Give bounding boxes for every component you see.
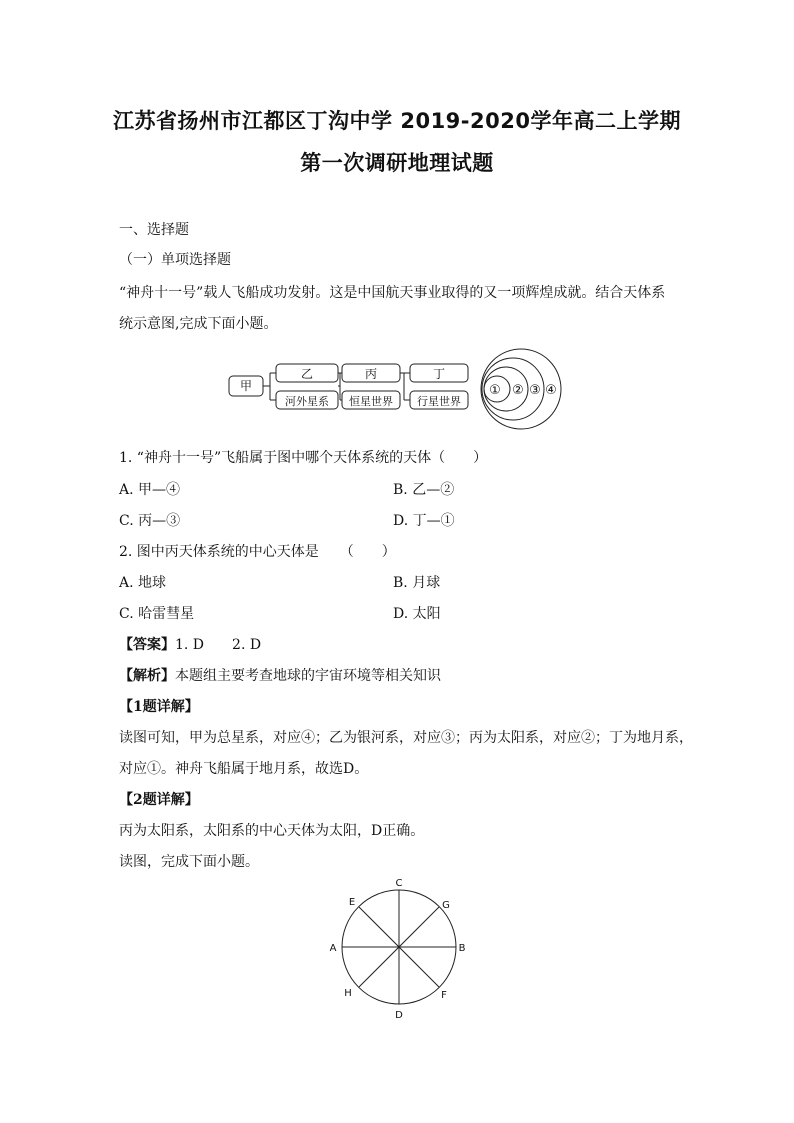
label-E: E bbox=[348, 897, 356, 908]
q2-option-d: D. 太阳 bbox=[393, 606, 441, 622]
label-hewai: 河外星系 bbox=[285, 395, 329, 408]
label-F: F bbox=[441, 990, 447, 1001]
q1-option-c: C. 丙—③ bbox=[119, 513, 181, 529]
detail-1-label: 【1题详解】 bbox=[119, 699, 199, 715]
detail-2-text: 丙为太阳系，太阳系的中心天体为太阳，D正确。 bbox=[119, 823, 425, 839]
detail-2-label: 【2题详解】 bbox=[119, 792, 199, 808]
q2-option-b: B. 月球 bbox=[393, 575, 441, 591]
analysis-line bbox=[119, 665, 441, 685]
label-H: H bbox=[344, 988, 352, 999]
q1-option-a: A. 甲—④ bbox=[119, 482, 181, 498]
compass-circle-diagram bbox=[342, 890, 456, 1004]
section-heading: 一、选择题 bbox=[119, 222, 189, 238]
label-circle-1: ① bbox=[489, 383, 501, 398]
analysis-label: 【解析】 bbox=[119, 668, 175, 684]
title-line-2: 第一次调研地理试题 bbox=[300, 151, 494, 175]
detail-1-line-1: 读图可知，甲为总星系，对应④；乙为银河系，对应③；丙为太阳系，对应②；丁为地月系， bbox=[119, 730, 693, 746]
q2-option-a: A. 地球 bbox=[119, 575, 167, 591]
label-B: B bbox=[458, 943, 466, 954]
label-jia: 甲 bbox=[239, 379, 253, 393]
label-bing: 丙 bbox=[364, 367, 378, 381]
label-xingxing: 行星世界 bbox=[417, 395, 461, 408]
label-circle-4: ④ bbox=[545, 383, 557, 398]
question-1-stem: 1. “神舟十一号”飞船属于图中哪个天体系统的天体（ ） bbox=[119, 450, 488, 466]
answer-text: 1. D 2. D bbox=[175, 637, 262, 653]
section-subheading: （一）单项选择题 bbox=[119, 252, 231, 268]
label-D: D bbox=[395, 1010, 403, 1021]
answer-line bbox=[119, 634, 261, 654]
q1-option-d: D. 丁—① bbox=[393, 513, 455, 529]
label-hengxing: 恒星世界 bbox=[349, 395, 393, 408]
answer-label: 【答案】 bbox=[119, 637, 175, 653]
q2-option-c: C. 哈雷彗星 bbox=[119, 606, 195, 622]
label-G: G bbox=[442, 900, 450, 911]
analysis-text: 本题组主要考查地球的宇宙环境等相关知识 bbox=[175, 668, 441, 684]
label-circle-3: ③ bbox=[529, 383, 541, 398]
label-ding: 丁 bbox=[432, 367, 446, 381]
intro-line-1: “神舟十一号”载人飞船成功发射。这是中国航天事业取得的又一项辉煌成就。结合天体系 bbox=[119, 285, 666, 301]
label-circle-2: ② bbox=[512, 383, 524, 398]
label-yi: 乙 bbox=[300, 367, 314, 381]
intro-line-2: 统示意图,完成下面小题。 bbox=[119, 316, 278, 332]
detail-1-line-2: 对应①。神舟飞船属于地月系，故选D。 bbox=[119, 761, 369, 777]
next-intro: 读图，完成下面小题。 bbox=[119, 854, 259, 870]
label-C: C bbox=[395, 878, 403, 889]
q1-option-b: B. 乙—② bbox=[393, 482, 455, 498]
label-A: A bbox=[329, 943, 337, 954]
title-line-1: 江苏省扬州市江都区丁沟中学 2019-2020学年高二上学期 bbox=[113, 109, 681, 133]
question-2-stem: 2. 图中丙天体系统的中心天体是 （ ） bbox=[119, 544, 396, 560]
